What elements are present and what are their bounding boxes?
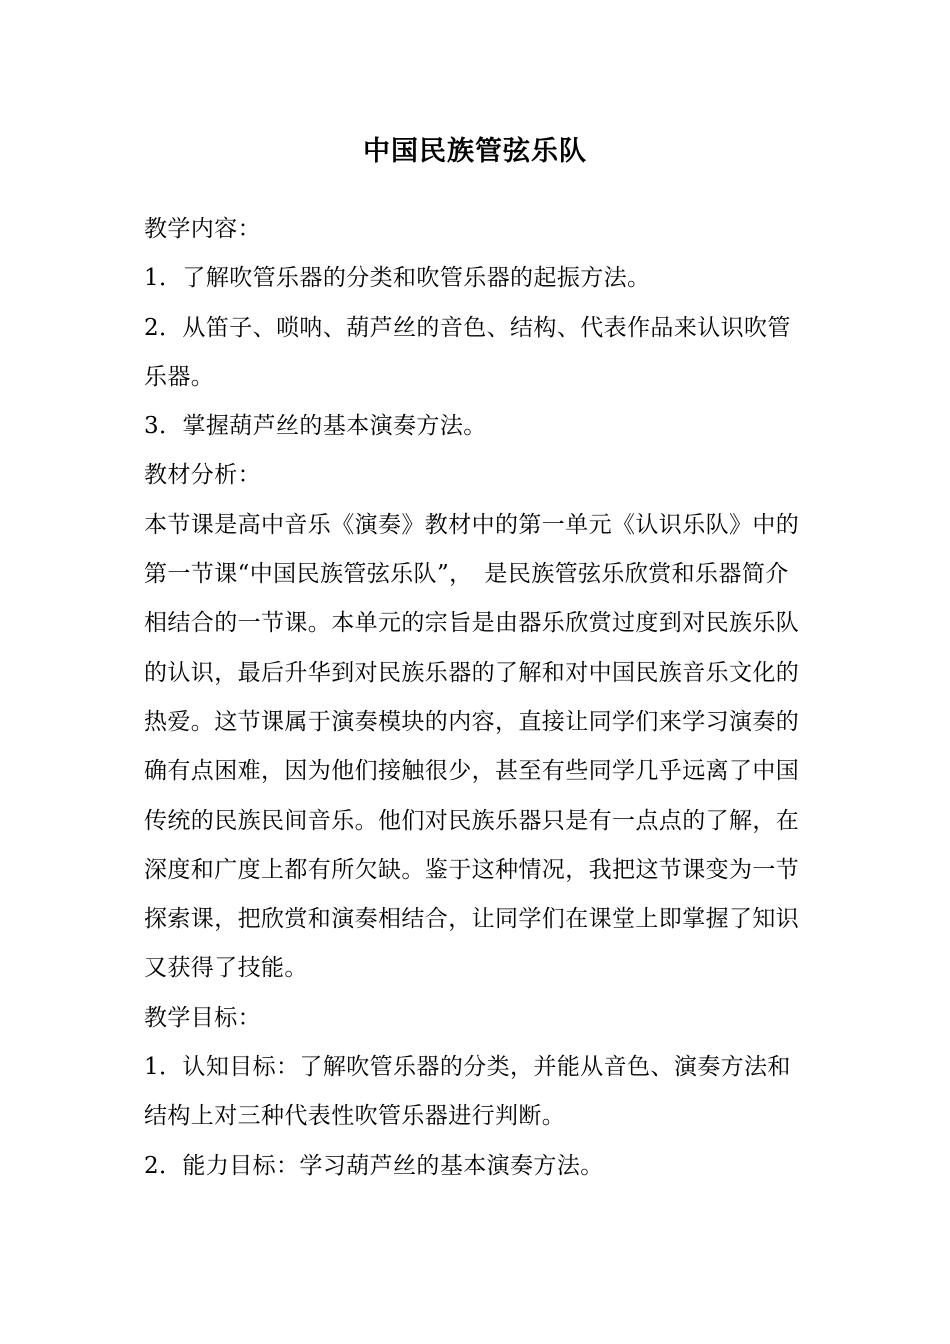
list-item-goal-2: 2．能力目标：学习葫芦丝的基本演奏方法。	[144, 1152, 604, 1179]
list-item-goal-1: 1．认知目标：了解吹管乐器的分类，并能从音色、演奏方法和结构上对三种代表性吹管乐器进行判断。	[144, 1054, 791, 1130]
analysis-paragraph: 本节课是高中音乐《演奏》教材中的第一单元《认识乐队》中的第一节课“中国民族管弦乐队”， 是民族管弦乐欣赏和乐器简介相结合的一节课。本单元的宗旨是由器乐欣赏过度到对民族乐队的认识，最后升华到对民族乐器的了解和对中国民族音乐文化的热爱。这节课属于演奏模块的内容，直接让同学们来学习演奏的确有点困难，因为他们接触很少，甚至有些同学几乎远离了中国传统的民族民间音乐。他们对民族乐器只是有一点点的了解，在深度和广度上都有所欠缺。鉴于这种情况，我把这节课变为一节探索课，把欣赏和演奏相结合，让同学们在课堂上即掌握了知识又获得了技能。	[144, 511, 800, 982]
list-item-content-2: 2．从笛子、唢呐、葫芦丝的音色、结构、代表作品来认识吹管乐器。	[144, 314, 791, 390]
section-heading-content: 教学内容：	[144, 216, 261, 242]
document-body	[144, 205, 809, 1191]
document-title: 中国民族管弦乐队	[363, 136, 587, 167]
list-item-content-3: 3．掌握葫芦丝的基本演奏方法。	[144, 413, 487, 440]
section-heading-goals: 教学目标：	[144, 1004, 261, 1031]
list-item-content-1: 1．了解吹管乐器的分类和吹管乐器的起振方法。	[144, 265, 651, 292]
section-heading-analysis: 教材分析：	[144, 462, 261, 489]
